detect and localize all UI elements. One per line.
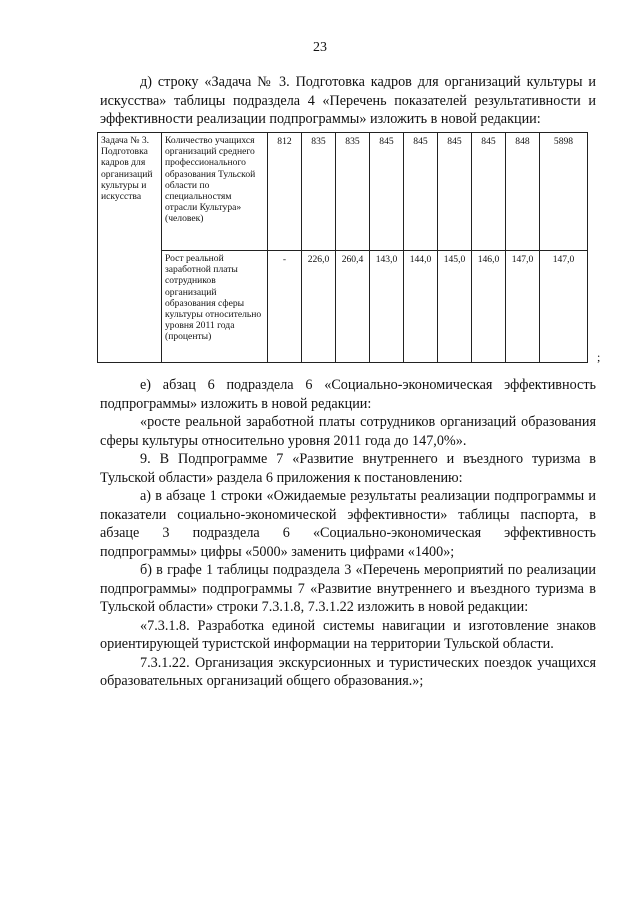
paragraph: 7.3.1.22. Организация экскурсионных и туристических поездок учащихся образовательных организаций общего образования.»; — [100, 654, 596, 689]
value-cell: 143,0 — [370, 251, 404, 363]
task-cell: Задача № 3. Подготовка кадров для организаций культуры и искусства — [98, 133, 162, 363]
paragraph: а) в абзаце 1 строки «Ожидаемые результаты реализации подпрограммы и показатели социально-экономической эффективности» таблицы паспорта, в абзаце 3 подраздела 6 «Социально-экономическая эффективность подпрограммы» цифры «5000» заменить цифрами «1400»; — [100, 488, 596, 560]
value-cell: 147,0 — [540, 251, 588, 363]
value-cell: 845 — [370, 133, 404, 251]
value-cell: 5898 — [540, 133, 588, 251]
value-cell: 226,0 — [302, 251, 336, 363]
value-cell: 147,0 — [506, 251, 540, 363]
intro-block — [100, 73, 596, 129]
page-number: 23 — [313, 40, 327, 55]
value-cell: - — [268, 251, 302, 363]
value-cell: 845 — [404, 133, 438, 251]
indicators-table — [97, 132, 588, 363]
value-cell: 835 — [336, 133, 370, 251]
value-cell: 260,4 — [336, 251, 370, 363]
paragraph: 9. В Подпрограмме 7 «Развитие внутреннего и въездного туризма в Тульской области» раздела 6 приложения к постановлению: — [100, 451, 596, 486]
value-cell: 835 — [302, 133, 336, 251]
table-row — [98, 251, 588, 363]
value-cell: 845 — [472, 133, 506, 251]
indicator-cell: Количество учащихся организаций среднего профессионального образования Тульской области по специальностям отрасли Культура» (человек) — [162, 133, 268, 251]
paragraph: е) абзац 6 подраздела 6 «Социально-экономическая эффективность подпрограммы» изложить в новой редакции: — [100, 377, 596, 412]
intro-paragraph: д) строку «Задача № 3. Подготовка кадров для организаций культуры и искусства» таблицы подраздела 4 «Перечень показателей результативности и эффективности реализации подпрограммы» изложить в новой редакции: — [100, 74, 596, 127]
value-cell: 848 — [506, 133, 540, 251]
value-cell: 145,0 — [438, 251, 472, 363]
paragraph: б) в графе 1 таблицы подраздела 3 «Перечень мероприятий по реализации подпрограммы» подпрограммы 7 «Развитие внутреннего и въездного туризма в Тульской области» строки 7.3.1.8, 7.3.1.22 изложить в новой редакции: — [100, 562, 596, 615]
value-cell: 144,0 — [404, 251, 438, 363]
body-block — [100, 376, 596, 691]
indicator-cell: Рост реальной заработной платы сотрудников организаций образования сферы культуры относительно уровня 2011 года (проценты) — [162, 251, 268, 363]
value-cell: 812 — [268, 133, 302, 251]
paragraph: «росте реальной заработной платы сотрудников организаций образования сферы культуры относительно уровня 2011 года до 147,0%». — [100, 414, 596, 449]
table-trailing-semicolon: ; — [597, 350, 601, 364]
paragraph: «7.3.1.8. Разработка единой системы навигации и изготовление знаков ориентирующей туристской информации на территории Тульской области. — [100, 617, 596, 652]
value-cell: 146,0 — [472, 251, 506, 363]
value-cell: 845 — [438, 133, 472, 251]
table-row — [98, 133, 588, 251]
